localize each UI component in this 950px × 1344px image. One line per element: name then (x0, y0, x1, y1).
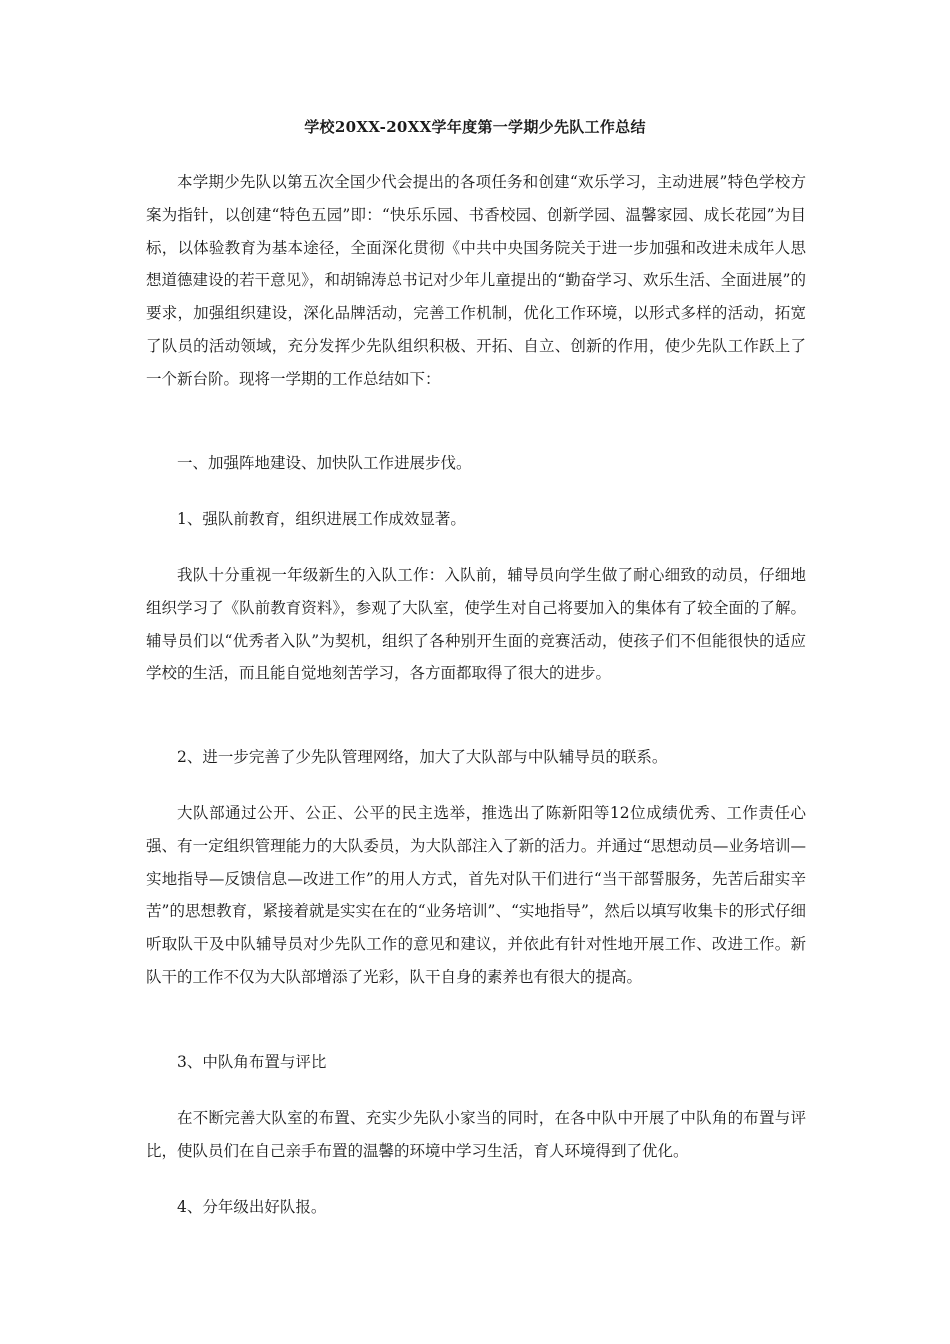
subsection-heading-1: 1、强队前教育，组织进展工作成效显著。 (177, 510, 466, 528)
subsection-heading-3: 3、中队角布置与评比 (177, 1053, 327, 1071)
document-title: 学校20XX-20XX学年度第一学期少先队工作总结 (304, 118, 646, 136)
intro-paragraph: 本学期少先队以第五次全国少代会提出的各项任务和创建“欢乐学习，主动进展”特色学校方案为指针，以创建“特色五园”即：“快乐乐园、书香校园、创新学园、温馨家园、成长花园”为目标，以体验教育为基本途径，全面深化贯彻《中共中央国务院关于进一步加强和改进未成年人思想道德建设的若干意见》，和胡锦涛总书记对少年儿童提出的“勤奋学习、欢乐生活、全面进展”的要求，加强组织建设，深化品牌活动，完善工作机制，优化工作环境，以形式多样的活动，拓宽了队员的活动领域，充分发挥少先队组织积极、开拓、自立、创新的作用，使少先队工作跃上了一个新台阶。现将一学期的工作总结如下： (146, 173, 806, 388)
section-heading-1: 一、加强阵地建设、加快队工作进展步伐。 (177, 454, 472, 472)
body-paragraph-team-corner: 在不断完善大队室的布置、充实少先队小家当的同时，在各中队中开展了中队角的布置与评比，使队员们在自己亲手布置的温馨的环境中学习生活，育人环境得到了优化。 (146, 1109, 806, 1160)
body-paragraph-pre-team-education: 我队十分重视一年级新生的入队工作：入队前，辅导员向学生做了耐心细致的动员，仔细地组织学习了《队前教育资料》，参观了大队室，使学生对自己将要加入的集体有了较全面的了解。辅导员们以“优秀者入队”为契机，组织了各种别开生面的竞赛活动，使孩子们不但能很快的适应学校的生活，而且能自觉地刻苦学习，各方面都取得了很大的进步。 (146, 566, 806, 683)
body-paragraph-management-network: 大队部通过公开、公正、公平的民主选举，推选出了陈新阳等12位成绩优秀、工作责任心强、有一定组织管理能力的大队委员，为大队部注入了新的活力。并通过“思想动员—业务培训—实地指导—反馈信息—改进工作”的用人方式，首先对队干们进行“当干部誓服务，先苦后甜实辛苦”的思想教育，紧接着就是实实在在的“业务培训”、“实地指导”，然后以填写收集卡的形式仔细听取队干及中队辅导员对少先队工作的意见和建议，并依此有针对性地开展工作、改进工作。新队干的工作不仅为大队部增添了光彩，队干自身的素养也有很大的提高。 (146, 804, 806, 986)
subsection-heading-4: 4、分年级出好队报。 (177, 1198, 327, 1216)
subsection-heading-2: 2、进一步完善了少先队管理网络，加大了大队部与中队辅导员的联系。 (177, 748, 668, 766)
